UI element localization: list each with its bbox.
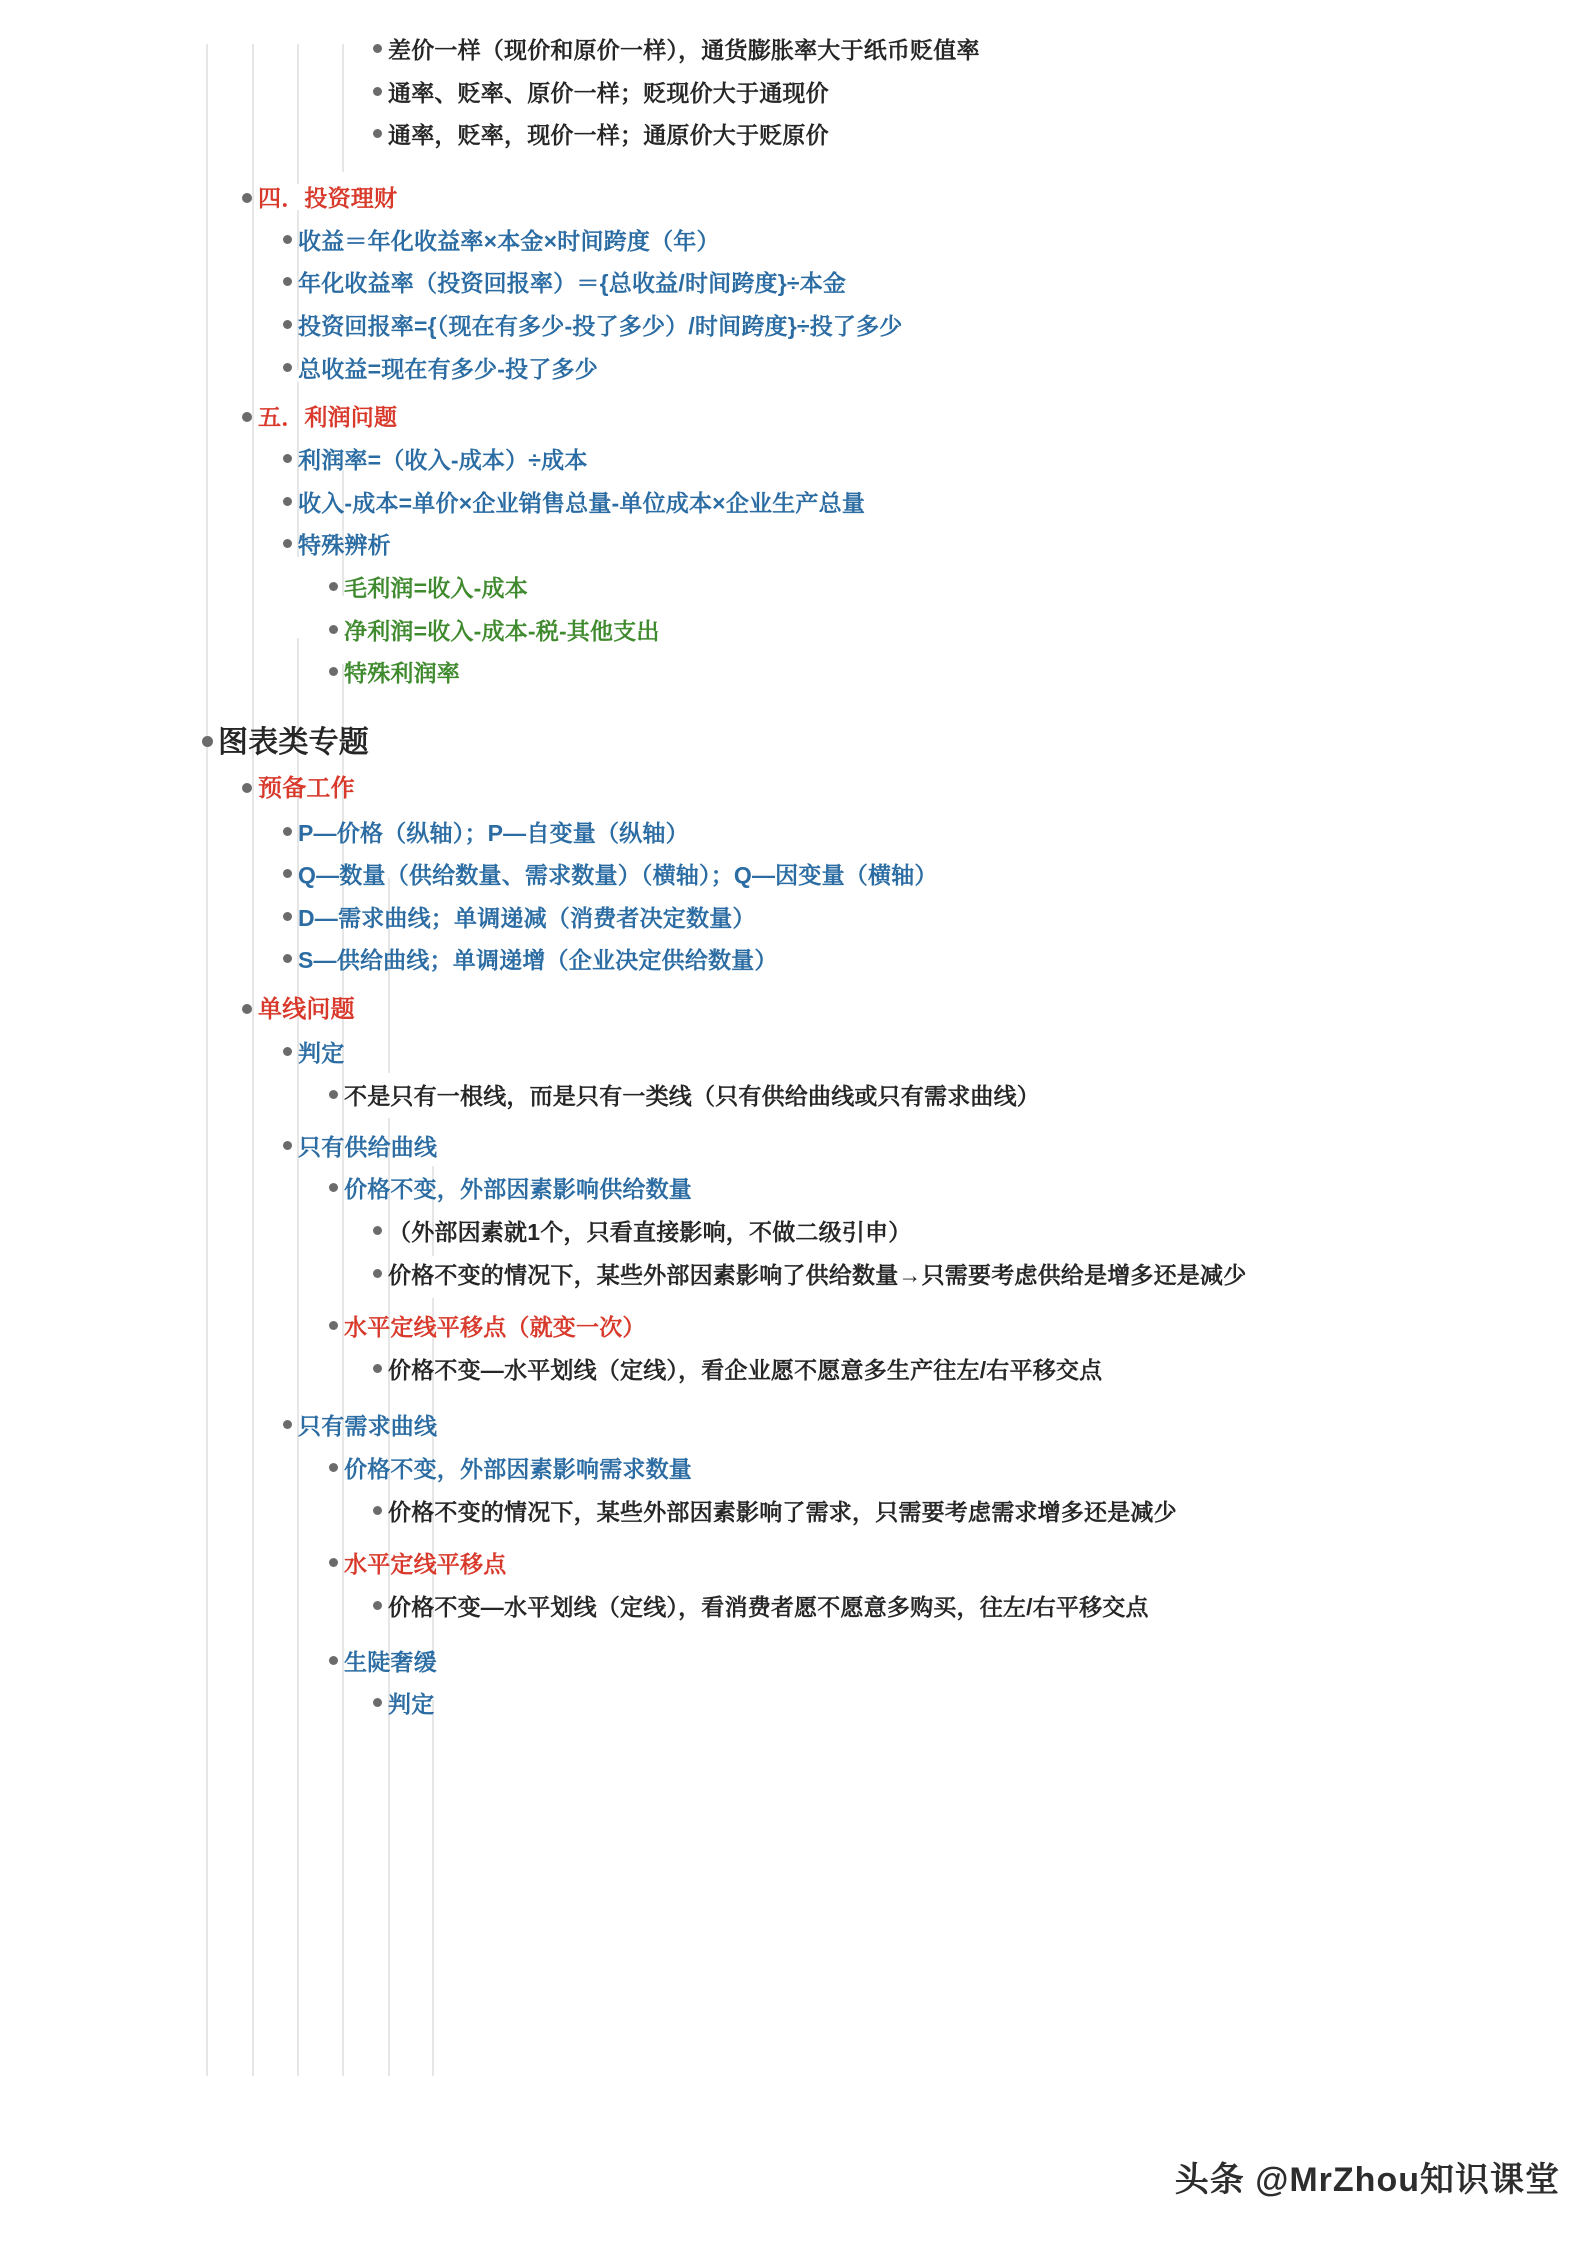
list-item-label: 价格不变—水平划线（定线），看企业愿不愿意多生产往左/右平移交点 [388, 1356, 1103, 1383]
spacer [0, 690, 1586, 722]
bullet-icon [322, 1646, 344, 1665]
list-item-label: 年化收益率（投资回报率）＝{总收益/时间跨度}÷本金 [298, 270, 847, 297]
bullet-icon [276, 902, 298, 921]
group-heading-label: 只有需求曲线 [298, 1413, 438, 1440]
bullet-icon [276, 267, 298, 286]
spacer [0, 257, 1586, 267]
spacer [0, 1113, 1586, 1131]
list-item-label: 价格不变的情况下，某些外部因素影响了供给数量→只需要考虑供给是增多还是减少 [388, 1261, 1247, 1288]
section-heading-profit[interactable] [236, 401, 1396, 434]
list-item[interactable] [276, 902, 1406, 935]
list-item[interactable] [366, 1591, 1416, 1624]
list-item[interactable] [366, 1354, 1416, 1387]
bullet-icon [276, 944, 298, 963]
bullet-icon [196, 722, 218, 747]
list-item[interactable] [276, 267, 1406, 300]
group-heading-label: 只有供给曲线 [298, 1133, 438, 1160]
group-heading-label: 价格不变，外部因素影响供给数量 [344, 1176, 692, 1203]
bullet-icon [322, 1311, 344, 1330]
group-heading-elasticity[interactable] [322, 1646, 1412, 1679]
group-heading-demand-only[interactable] [276, 1410, 1406, 1443]
spacer [0, 1291, 1586, 1311]
bullet-icon [276, 225, 298, 244]
spacer [0, 67, 1586, 77]
list-item[interactable] [366, 119, 1416, 152]
section-heading-label: 图表类专题 [218, 725, 369, 759]
spacer-top [0, 0, 1586, 34]
list-item-label: 价格不变的情况下，某些外部因素影响了需求，只需要考虑需求增多还是减少 [388, 1498, 1177, 1525]
bullet-icon [276, 859, 298, 878]
list-item[interactable] [276, 353, 1406, 386]
group-heading-price-fixed-demand[interactable] [322, 1453, 1412, 1486]
bullet-icon [236, 993, 258, 1014]
spacer [0, 934, 1586, 944]
bullet-icon [322, 572, 344, 591]
list-item-label: 特殊利润率 [344, 660, 460, 687]
spacer [0, 562, 1586, 572]
group-heading-supply-only[interactable] [276, 1131, 1406, 1164]
bullet-icon [322, 615, 344, 634]
list-item[interactable] [276, 859, 1406, 892]
list-item[interactable] [276, 444, 1406, 477]
bullet-icon [276, 487, 298, 506]
subsection-heading-prep[interactable] [236, 772, 1396, 806]
bullet-icon [322, 1080, 344, 1099]
bullet-icon [366, 34, 388, 53]
list-item[interactable] [322, 657, 1412, 690]
section-heading-investment[interactable] [236, 182, 1396, 215]
group-heading-label: 水平定线平移点 [344, 1551, 507, 1578]
bullet-icon [366, 1591, 388, 1610]
bullet-icon [366, 1216, 388, 1235]
list-item[interactable] [322, 572, 1412, 605]
spacer [0, 1027, 1586, 1037]
section-heading-label: 五．利润问题 [258, 404, 398, 431]
list-item[interactable] [322, 1080, 1412, 1113]
bullet-icon [276, 353, 298, 372]
list-item-label: 投资回报率={（现在有多少-投了多少）/时间跨度}÷投了多少 [298, 312, 903, 339]
list-item[interactable] [366, 1496, 1416, 1529]
spacer [0, 1386, 1586, 1410]
list-item-label: D—需求曲线；单调递减（消费者决定数量） [298, 904, 756, 931]
group-heading-label: 价格不变，外部因素影响需求数量 [344, 1456, 692, 1483]
group-heading-price-fixed-supply[interactable] [322, 1173, 1412, 1206]
bullet-icon [276, 1037, 298, 1056]
list-item[interactable] [276, 487, 1406, 520]
bullet-icon [366, 77, 388, 96]
spacer [0, 109, 1586, 119]
bullet-icon [276, 1410, 298, 1429]
list-item-label: 总收益=现在有多少-投了多少 [298, 355, 598, 382]
list-item-label: S—供给曲线；单调递增（企业决定供给数量） [298, 947, 778, 974]
spacer [0, 892, 1586, 902]
list-item-label: 净利润=收入-成本-税-其他支出 [344, 617, 660, 644]
bullet-icon [366, 1688, 388, 1707]
spacer [0, 647, 1586, 657]
spacer [0, 849, 1586, 859]
spacer [0, 1443, 1586, 1453]
bullet-icon [276, 817, 298, 836]
spacer [0, 519, 1586, 529]
list-item-label: 毛利润=收入-成本 [344, 574, 528, 601]
list-item-label: 利润率=（收入-成本）÷成本 [298, 446, 588, 473]
spacer [0, 1486, 1586, 1496]
bullet-icon [322, 1548, 344, 1567]
spacer [0, 1249, 1586, 1259]
bullet-icon [366, 1496, 388, 1515]
group-heading-horizontal-demand[interactable] [322, 1548, 1412, 1581]
list-item-label: 通率，贬率，现价一样；通原价大于贬原价 [388, 122, 829, 149]
list-item[interactable] [276, 310, 1406, 343]
list-item[interactable] [366, 34, 1416, 67]
list-item[interactable] [276, 225, 1406, 258]
spacer [0, 385, 1586, 401]
list-item[interactable] [276, 944, 1406, 977]
list-item-judge[interactable] [276, 1037, 1406, 1070]
list-item-label: 通率、贬率、原价一样；贬现价大于通现价 [388, 79, 829, 106]
section-heading-label: 四．投资理财 [258, 184, 398, 211]
subsection-heading-label: 预备工作 [258, 775, 355, 803]
subsection-heading-single-line[interactable] [236, 993, 1396, 1027]
list-item-label: 判定 [298, 1040, 345, 1067]
bullet-icon [366, 1259, 388, 1278]
group-heading-label: 生陡奢缓 [344, 1648, 437, 1675]
bullet-icon [322, 657, 344, 676]
spacer [0, 1624, 1586, 1646]
bullet-icon [276, 310, 298, 329]
list-item-special-analysis[interactable] [276, 529, 1406, 562]
watermark: 头条 @MrZhou知识课堂 [1174, 2161, 1560, 2199]
spacer [0, 1070, 1586, 1080]
spacer [0, 1678, 1586, 1688]
spacer [0, 152, 1586, 182]
list-item-label: P—价格（纵轴）；P—自变量（纵轴） [298, 819, 689, 846]
spacer [0, 977, 1586, 993]
bullet-icon [236, 772, 258, 793]
bullet-icon [276, 444, 298, 463]
list-item-label: 差价一样（现价和原价一样），通货膨胀率大于纸币贬值率 [388, 37, 980, 63]
bullet-icon [366, 119, 388, 138]
section-heading-chart[interactable] [196, 722, 1376, 765]
bullet-icon [276, 1131, 298, 1150]
list-item-label: 收益＝年化收益率×本金×时间跨度（年） [298, 227, 720, 254]
list-item[interactable] [366, 1216, 1416, 1249]
list-item-label: （外部因素就1个，只看直接影响，不做二级引申） [388, 1218, 912, 1245]
group-heading-horizontal-supply[interactable] [322, 1311, 1412, 1344]
list-item[interactable] [276, 817, 1406, 850]
list-item[interactable] [366, 1259, 1416, 1292]
list-item-label: 价格不变—水平划线（定线），看消费者愿不愿意多购买，往左/右平移交点 [388, 1594, 1149, 1621]
list-item-label: 特殊辨析 [298, 532, 391, 559]
spacer [0, 1206, 1586, 1216]
list-item[interactable] [322, 615, 1412, 648]
group-heading-label: 水平定线平移点（就变一次） [344, 1314, 646, 1341]
subsection-heading-label: 单线问题 [258, 996, 355, 1024]
spacer [0, 300, 1586, 310]
list-item-label: 收入-成本=单价×企业销售总量-单位成本×企业生产总量 [298, 489, 866, 516]
spacer [0, 1528, 1586, 1548]
spacer [0, 1163, 1586, 1173]
list-item-label: 判定 [388, 1691, 435, 1718]
spacer [0, 434, 1586, 444]
indent-rail-14 [432, 1700, 434, 2076]
spacer [0, 764, 1586, 772]
spacer [0, 477, 1586, 487]
spacer [0, 343, 1586, 353]
bullet-icon [322, 1453, 344, 1472]
bullet-icon [276, 529, 298, 548]
list-item-label: 不是只有一根线，而是只有一类线（只有供给曲线或只有需求曲线） [344, 1082, 1040, 1109]
spacer [0, 1581, 1586, 1591]
spacer [0, 215, 1586, 225]
bullet-icon [236, 182, 258, 203]
spacer [0, 605, 1586, 615]
list-item[interactable] [366, 1688, 1416, 1721]
list-item[interactable] [366, 77, 1416, 110]
bullet-icon [322, 1173, 344, 1192]
bullet-icon [236, 401, 258, 422]
spacer [0, 807, 1586, 817]
spacer [0, 1344, 1586, 1354]
bullet-icon [366, 1354, 388, 1373]
list-item-label: Q—数量（供给数量、需求数量）（横轴）；Q—因变量（横轴） [298, 862, 938, 889]
